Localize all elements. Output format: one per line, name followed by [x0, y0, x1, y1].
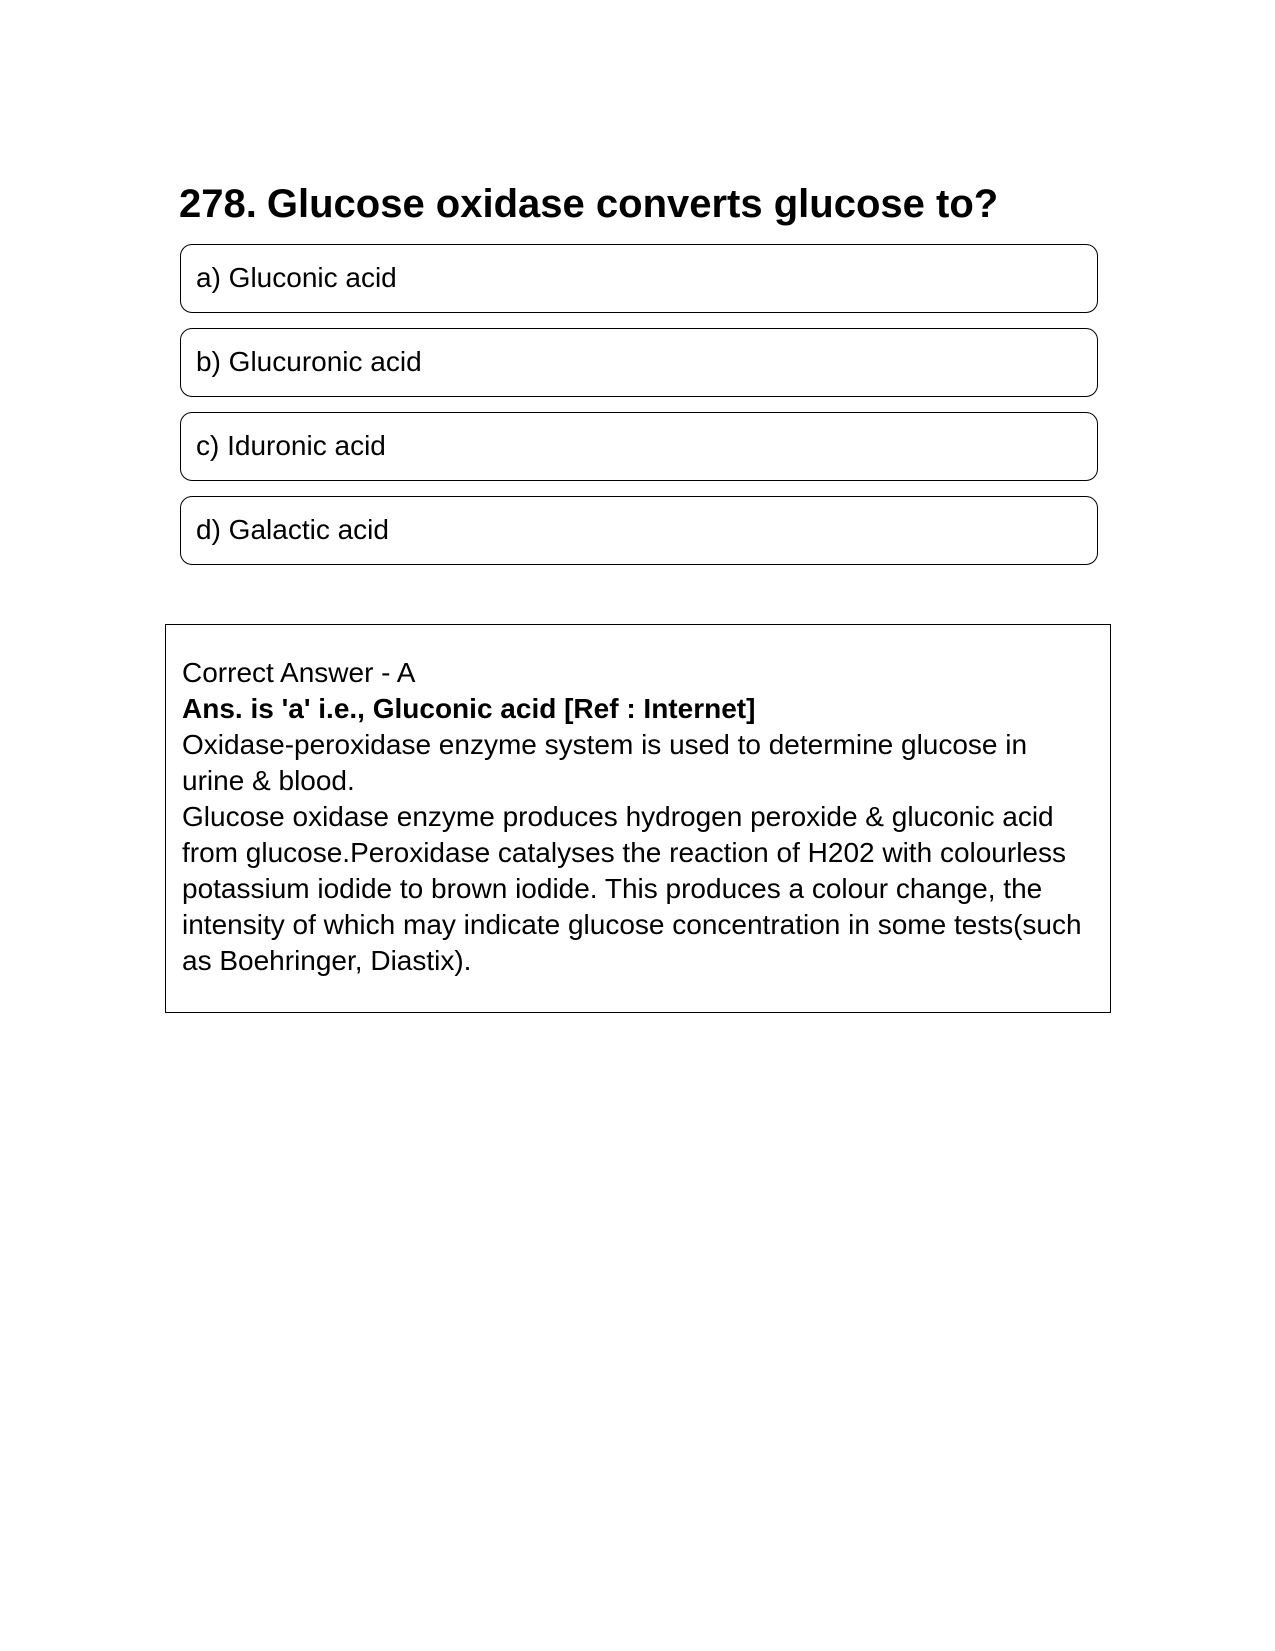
explanation-paragraph-2: Glucose oxidase enzyme produces hydrogen peroxide & gluconic acid from glucose.Peroxidase catalyses the reaction of H202 with colourless potassium iodide to brown iodide. This produces a colour change, the intensity of which may indicate glucose concentration in some tests(such as Boehringer, Diastix).: [182, 801, 1082, 976]
question-heading: [179, 178, 1099, 230]
answer-reference: Ans. is 'a' i.e., Gluconic acid [Ref : Internet]: [182, 693, 756, 724]
option-a[interactable]: a) Gluconic acid: [180, 244, 1098, 313]
option-c[interactable]: c) Iduronic acid: [180, 412, 1098, 481]
question-number: 278.: [179, 182, 257, 226]
correct-answer-line: Correct Answer - A: [182, 657, 416, 688]
explanation-paragraph-1: Oxidase-peroxidase enzyme system is used to determine glucose in urine & blood.: [182, 729, 1028, 796]
question-text: Glucose oxidase converts glucose to?: [266, 182, 999, 226]
option-d[interactable]: d) Galactic acid: [180, 496, 1098, 565]
option-b[interactable]: b) Glucuronic acid: [180, 328, 1098, 397]
answer-explanation-box: [165, 624, 1111, 1013]
options-list: [180, 244, 1098, 580]
